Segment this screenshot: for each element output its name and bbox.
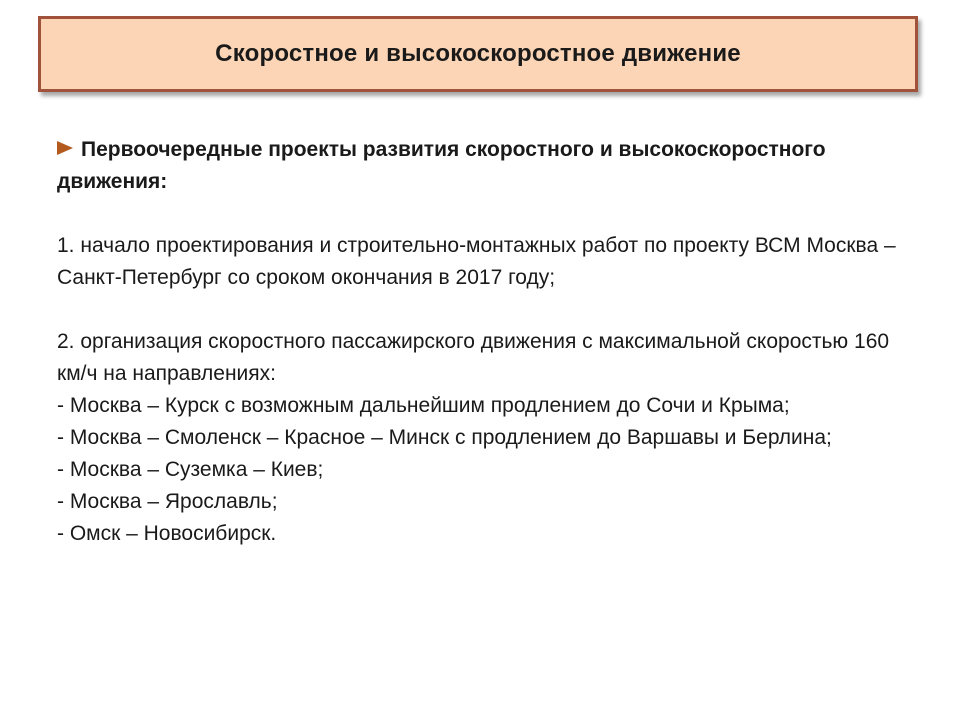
direction-item: - Омск – Новосибирск. <box>57 522 277 545</box>
slide-content <box>57 134 917 550</box>
triangle-right-icon <box>57 141 73 155</box>
spacer <box>57 294 917 326</box>
direction-item: - Москва – Курск с возможным дальнейшим продлением до Сочи и Крыма; <box>57 394 790 417</box>
slide-title: Скоростное и высокоскоростное движение <box>215 40 741 67</box>
intro-paragraph <box>57 134 917 198</box>
direction-item: - Москва – Ярославль; <box>57 490 278 513</box>
title-box <box>38 16 918 92</box>
intro-text: Первоочередные проекты развития скоростного и высокоскоростного движения: <box>57 138 826 193</box>
item-1: 1. начало проектирования и строительно-монтажных работ по проекту ВСМ Москва – Санкт-Петербург со сроком окончания в 2017 году; <box>57 234 896 289</box>
item-2: 2. организация скоростного пассажирского движения с максимальной скоростью 160 км/ч на направлениях: <box>57 330 890 385</box>
direction-item: - Москва – Смоленск – Красное – Минск с продлением до Варшавы и Берлина; <box>57 426 832 449</box>
direction-item: - Москва – Суземка – Киев; <box>57 458 324 481</box>
directions-list <box>57 390 917 550</box>
